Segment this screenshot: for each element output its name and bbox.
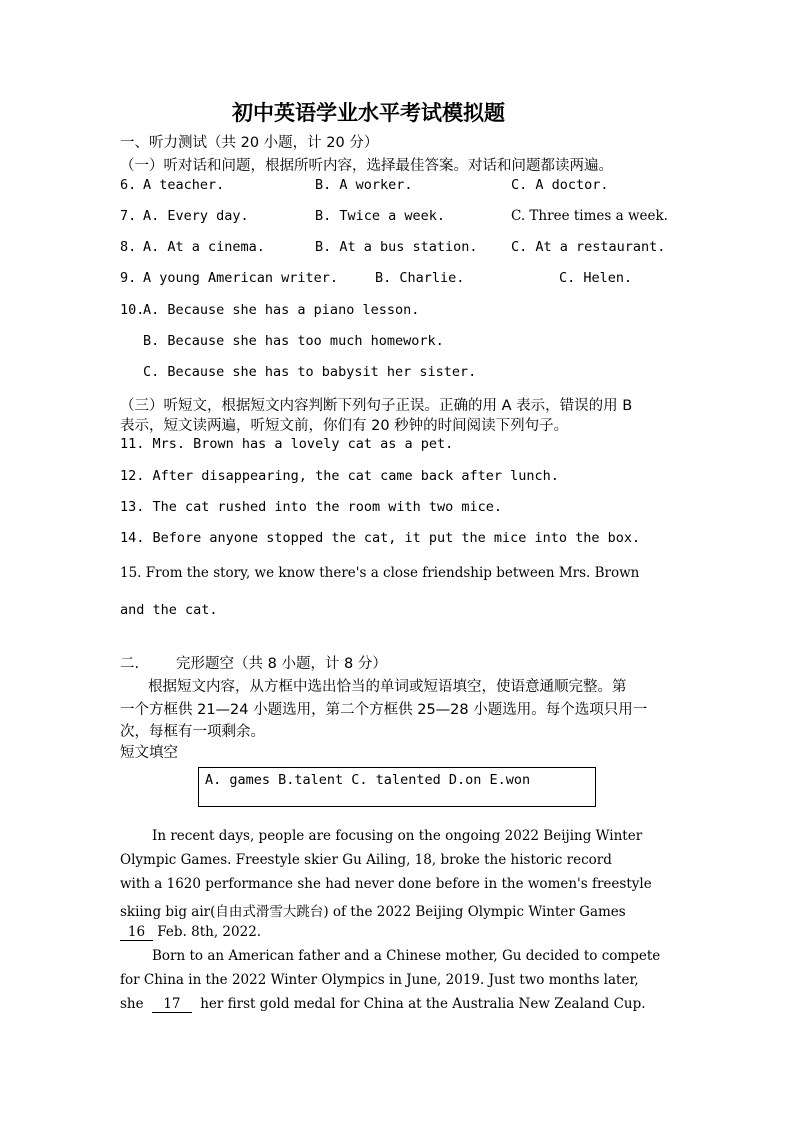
q15-line1: 15. From the story, we know there's a close friendship between Mrs. Brown [120,565,640,581]
q8-option-b: B. At a bus station. [315,239,478,255]
q8-number: 8. [120,239,137,255]
q9-option-b: B. Charlie. [375,270,465,286]
word-bank-box [198,767,596,807]
q10-option-a: A. Because she has a piano lesson. [143,302,420,318]
q8-option-a: A. At a cinema. [143,239,265,255]
q7-option-a: A. Every day. [143,208,249,224]
q6-number: 6. [120,177,137,193]
passage-p1-line5 [120,924,261,941]
section3-instruction-line1: （三）听短文，根据短文内容判断下列句子正误。正确的用 A 表示，错误的用 B [120,398,633,414]
passage-p2-line1: Born to an American father and a Chinese mother, Gu decided to compete [152,948,661,964]
word-bank-options: A. games B.talent C. talented D.on E.won [205,772,531,788]
section1-instruction: （一）听对话和问题，根据所听内容，选择最佳答案。对话和问题都读两遍。 [120,158,613,174]
q9-option-c: C. Helen. [559,270,633,286]
q15-line2: and the cat. [120,602,218,618]
passage-p1-line5-text: Feb. 8th, 2022. [157,924,262,940]
q10-option-c: C. Because she has to babysit her sister. [143,364,477,380]
part1-heading: 一、听力测试（共 20 小题，计 20 分） [120,135,379,151]
q14: 14. Before anyone stopped the cat, it put the mice into the box. [120,530,641,546]
part2-heading: 完形题空（共 8 小题，计 8 分） [176,656,387,672]
page-title: 初中英语学业水平考试模拟题 [232,101,505,125]
part2-heading-number: 二. [120,656,140,672]
passage-p2-line3-start: she [120,996,144,1012]
q6-option-b: B. A worker. [315,177,413,193]
q9-number: 9. [120,270,137,286]
passage-p2-line2: for China in the 2022 Winter Olympics in June, 2019. Just two months later, [120,972,639,988]
q10-option-b: B. Because she has too much homework. [143,333,444,349]
passage-p1-line4: skiing big air(自由式滑雪大跳台) of the 2022 Beijing Olympic Winter Games [120,904,626,920]
part2-instruction-line1: 根据短文内容，从方框中选出恰当的单词或短语填空，使语意通顺完整。第 [148,679,627,695]
passage-p2-line3 [120,996,646,1013]
q13: 13. The cat rushed into the room with two mice. [120,499,503,515]
blank-16[interactable]: 16 [120,924,153,941]
q9-option-a: A young American writer. [143,270,339,286]
q6-option-c: C. A doctor. [511,177,609,193]
q10-number: 10. [120,302,145,318]
passage-p1-line2: Olympic Games. Freestyle skier Gu Ailing, 18, broke the historic record [120,852,612,868]
cloze-subheading: 短文填空 [120,745,178,761]
passage-p1-line3: with a 1620 performance she had never done before in the women's freestyle [120,876,652,892]
q7-number: 7. [120,208,137,224]
q12: 12. After disappearing, the cat came back after lunch. [120,468,559,484]
part2-instruction-line2: 一个方框供 21—24 小题选用，第二个方框供 25—28 小题选用。每个选项只用一 [120,702,648,718]
q7-option-c: C. Three times a week. [511,208,668,224]
q8-option-c: C. At a restaurant. [511,239,666,255]
section3-instruction-line2: 表示，短文读两遍，听短文前，你们有 20 秒钟的时间阅读下列句子。 [120,418,569,434]
blank-17[interactable]: 17 [152,996,192,1013]
q7-option-b: B. Twice a week. [315,208,446,224]
passage-p1-line1: In recent days, people are focusing on the ongoing 2022 Beijing Winter [152,828,643,844]
part2-instruction-line3: 次，每框有一项剩余。 [120,724,265,740]
q6-option-a: A teacher. [143,177,225,193]
q11: 11. Mrs. Brown has a lovely cat as a pet. [120,436,454,452]
passage-p2-line3-text: her first gold medal for China at the Australia New Zealand Cup. [200,996,646,1012]
